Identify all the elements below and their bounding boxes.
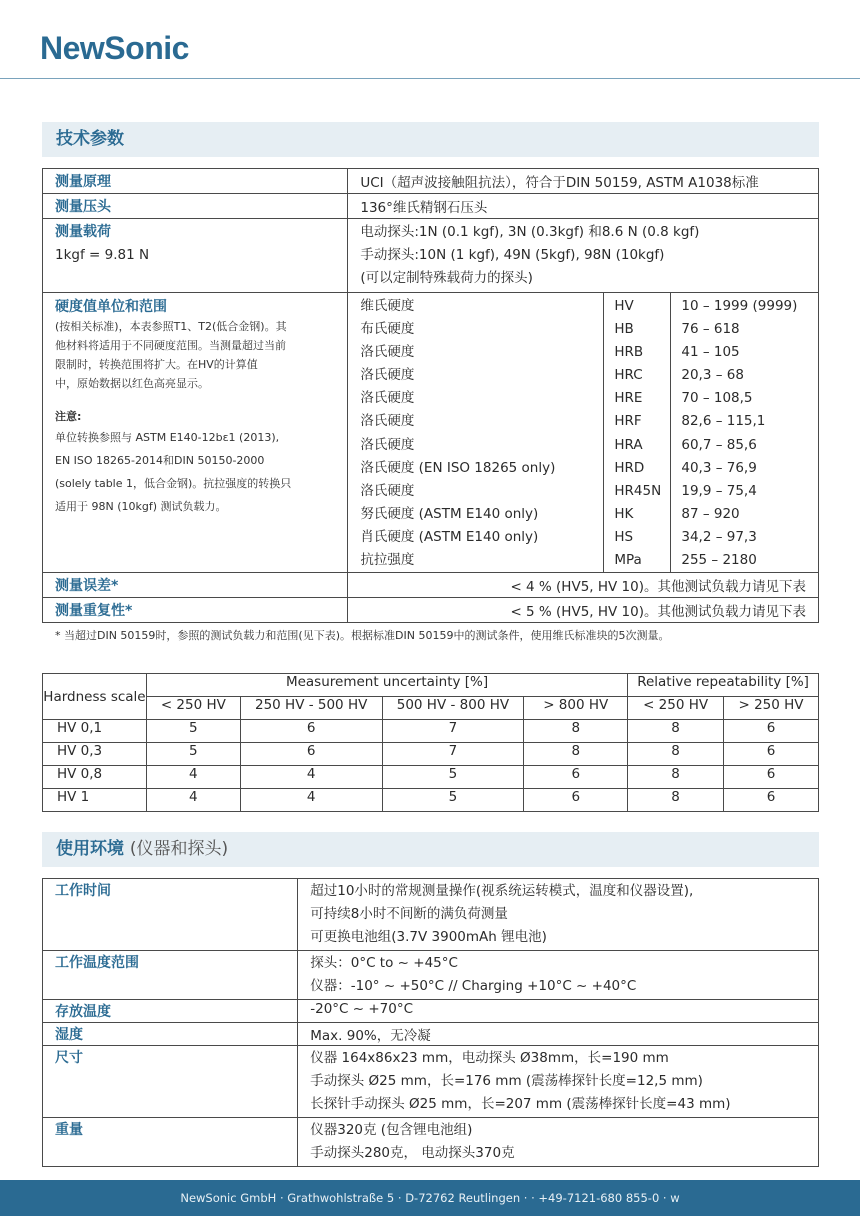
table-cell: 7 [382,720,524,743]
scale-row [348,410,818,433]
env-row-weight: 重量 仪器320克 (包含锂电池组) 手动探头280克， 电动探头370克 [43,1118,819,1167]
env-label: 湿度 [43,1023,298,1046]
table-header-repeatability: Relative repeatability [%] [628,674,819,697]
table-row [43,743,819,766]
spec-label: 测量重复性* [43,598,348,623]
env-label: 工作温度范围 [43,951,298,1000]
hardness-description: (按相关标准)，本表参照T1、T2(低合金钢)。其 他材料将适用于不同硬度范围。当测量超过当前 限制时，转换范围将扩大。在HV的计算值 中，原始数据以红色高亮显示。 注意: 单位转换参照与 ASTM E140-12bɛ1 (2013), EN ISO 18265-2014和DIN 50150-2000 (solely table 1，低合金钢)。抗拉强度的转换只 适用于 98N (10kgf) 测试负载力。 [55,317,335,518]
table-cell: 6 [724,789,819,812]
scale-unit: HV [604,293,671,318]
env-label: 存放温度 [43,1000,298,1023]
scale-range: 41 – 105 [681,344,740,361]
scale-range: 34,2 – 97,3 [681,528,757,545]
spec-value-line: 电动探头:1N (0.1 kgf), 3N (0.3kgf) 和8.6 N (0.8 kgf) [360,224,700,240]
scale-name: 洛氏硬度 [348,410,604,433]
scale-name: 洛氏硬度 [348,387,604,410]
spec-value-line: 手动探头:10N (1 kgf), 49N (5kgf), 98N (10kgf) [360,247,665,263]
table-cell: 6 [524,789,628,812]
table-subheader: 250 HV - 500 HV [240,697,382,720]
spec-value: UCI（超声波接触阻抗法），符合于DIN 50159, ASTM A1038标准 [348,169,819,194]
environment-table [42,878,819,1167]
spec-row-principle [43,169,819,194]
spec-label: 硬度值单位和范围 [55,299,167,315]
spec-label: 测量压头 [43,194,348,219]
brand-logo: NewSonic [40,30,189,66]
table-header-uncertainty: Measurement uncertainty [%] [146,674,627,697]
table-subheader: > 250 HV [724,697,819,720]
table-cell: 8 [628,720,724,743]
table-subheader: < 250 HV [628,697,724,720]
env-row-size: 尺寸 仪器 164x86x23 mm，电动探头 Ø38mm，长=190 mm 手动探头 Ø25 mm，长=176 mm (震荡棒探针长度=12,5 mm) 长探针手动探头 Ø25 mm，长=207 mm (震荡棒探针长度=43 mm) [43,1046,819,1118]
env-value: -20°C ~ +70°C [298,1000,819,1023]
table-cell: 4 [146,766,240,789]
spec-value-line: (可以定制特殊载荷力的探头) [360,270,533,286]
table-cell: 8 [628,789,724,812]
scale-row [348,480,818,503]
spec-value: < 5 % (HV5, HV 10)。其他测试负载力请见下表 [348,598,819,623]
scale-name: 布氏硬度 [348,318,604,341]
spec-row-repeatability [43,598,819,623]
env-row-work-temp: 工作温度范围 探头：0°C to ~ +45°C 仪器：-10° ~ +50°C // Charging +10°C ~ +40°C [43,951,819,1000]
scale-range: 87 – 920 [681,505,740,522]
scale-row [348,364,818,387]
table-cell: 6 [240,720,382,743]
spec-row-uncertainty [43,573,819,598]
spec-table [42,168,819,623]
table-cell: 8 [524,720,628,743]
scale-name: 洛氏硬度 [348,480,604,503]
table-header-scale: Hardness scale [43,674,147,720]
scale-unit: HRA [604,434,671,457]
env-label: 工作时间 [43,879,298,951]
scale-name: 洛氏硬度 [348,341,604,364]
scale-name: 努氏硬度 (ASTM E140 only) [348,503,604,526]
scale-name: 维氏硬度 [348,293,604,318]
scale-unit: HRD [604,457,671,480]
table-cell: 8 [524,743,628,766]
table-cell: 7 [382,743,524,766]
page-footer [0,1180,860,1216]
table-cell: 6 [724,766,819,789]
spec-row-load [43,219,819,293]
scale-unit: MPa [604,549,671,572]
env-row-storage-temp [43,1000,819,1023]
table-subheader: 500 HV - 800 HV [382,697,524,720]
table-cell: 6 [524,766,628,789]
scale-unit: HK [604,503,671,526]
row-scale: HV 0,8 [43,766,147,789]
table-subheader: < 250 HV [146,697,240,720]
table-cell: 5 [382,766,524,789]
table-cell: 8 [628,743,724,766]
table-cell: 6 [724,743,819,766]
scale-row [348,318,818,341]
table-cell: 4 [240,789,382,812]
section-title: 技术参数 [56,129,124,149]
scale-unit: HS [604,526,671,549]
scale-row [348,341,818,364]
spec-label: 测量载荷 [55,224,111,240]
section-technical-params [42,122,819,157]
scale-row [348,549,818,572]
scale-row [348,434,818,457]
footer-contact: NewSonic GmbH · Grathwohlstraße 5 · D-72762 Reutlingen · · +49-7121-680 855-0 · w [180,1191,680,1205]
scale-unit: HB [604,318,671,341]
spec-row-indenter [43,194,819,219]
scale-range: 82,6 – 115,1 [681,413,766,430]
scale-row [348,293,818,318]
section-title: 使用环境 [56,839,124,859]
scale-range: 40,3 – 76,9 [681,459,757,476]
spec-label: 测量误差* [43,573,348,598]
row-scale: HV 1 [43,789,147,812]
table-row [43,789,819,812]
hardness-uncertainty-table [42,673,819,812]
spec-label: 测量原理 [43,169,348,194]
table-cell: 4 [240,766,382,789]
table-cell: 6 [240,743,382,766]
scale-name: 抗拉强度 [348,549,604,572]
scale-range: 60,7 – 85,6 [681,436,757,453]
scale-range: 19,9 – 75,4 [681,482,757,499]
table-cell: 5 [382,789,524,812]
scale-row [348,503,818,526]
section-environment [42,832,819,867]
row-scale: HV 0,1 [43,720,147,743]
header-divider [0,78,860,79]
spec-value: < 4 % (HV5, HV 10)。其他测试负载力请见下表 [348,573,819,598]
hardness-scale-table [348,293,818,572]
section-subtitle: (仪器和探头) [129,839,229,859]
scale-row [348,526,818,549]
scale-unit: HRB [604,341,671,364]
table-row [43,720,819,743]
spec-value: 136°维氏精钢石压头 [348,194,819,219]
table-subheader: > 800 HV [524,697,628,720]
scale-range: 76 – 618 [681,321,740,338]
table-cell: 8 [628,766,724,789]
scale-unit: HRE [604,387,671,410]
table-cell: 6 [724,720,819,743]
scale-row [348,387,818,410]
spec-row-hardness [43,293,819,573]
table-row [43,766,819,789]
scale-row [348,457,818,480]
scale-range: 70 – 108,5 [681,390,753,407]
footnote: * 当超过DIN 50159时，参照的测试负载力和范围(见下表)。根据标准DIN 50159中的测试条件，使用维氏标准块的5次测量。 [55,629,670,642]
spec-sublabel: 1kgf = 9.81 N [55,247,150,263]
scale-range: 255 – 2180 [681,552,757,569]
table-cell: 5 [146,743,240,766]
scale-name: 肖氏硬度 (ASTM E140 only) [348,526,604,549]
scale-unit: HR45N [604,480,671,503]
env-label: 重量 [43,1118,298,1167]
scale-name: 洛氏硬度 (EN ISO 18265 only) [348,457,604,480]
note-title: 注意: [55,410,82,423]
scale-unit: HRF [604,410,671,433]
env-row-humidity [43,1023,819,1046]
scale-range: 10 – 1999 (9999) [681,298,798,314]
row-scale: HV 0,3 [43,743,147,766]
env-value: Max. 90%，无冷凝 [298,1023,819,1046]
scale-name: 洛氏硬度 [348,364,604,387]
table-cell: 5 [146,720,240,743]
scale-unit: HRC [604,364,671,387]
scale-name: 洛氏硬度 [348,434,604,457]
env-label: 尺寸 [43,1046,298,1118]
table-cell: 4 [146,789,240,812]
scale-range: 20,3 – 68 [681,367,744,384]
env-row-work-time: 工作时间 超过10小时的常规测量操作(视系统运转模式，温度和仪器设置), 可持续8小时不间断的满负荷测量 可更换电池组(3.7V 3900mAh 锂电池) [43,879,819,951]
